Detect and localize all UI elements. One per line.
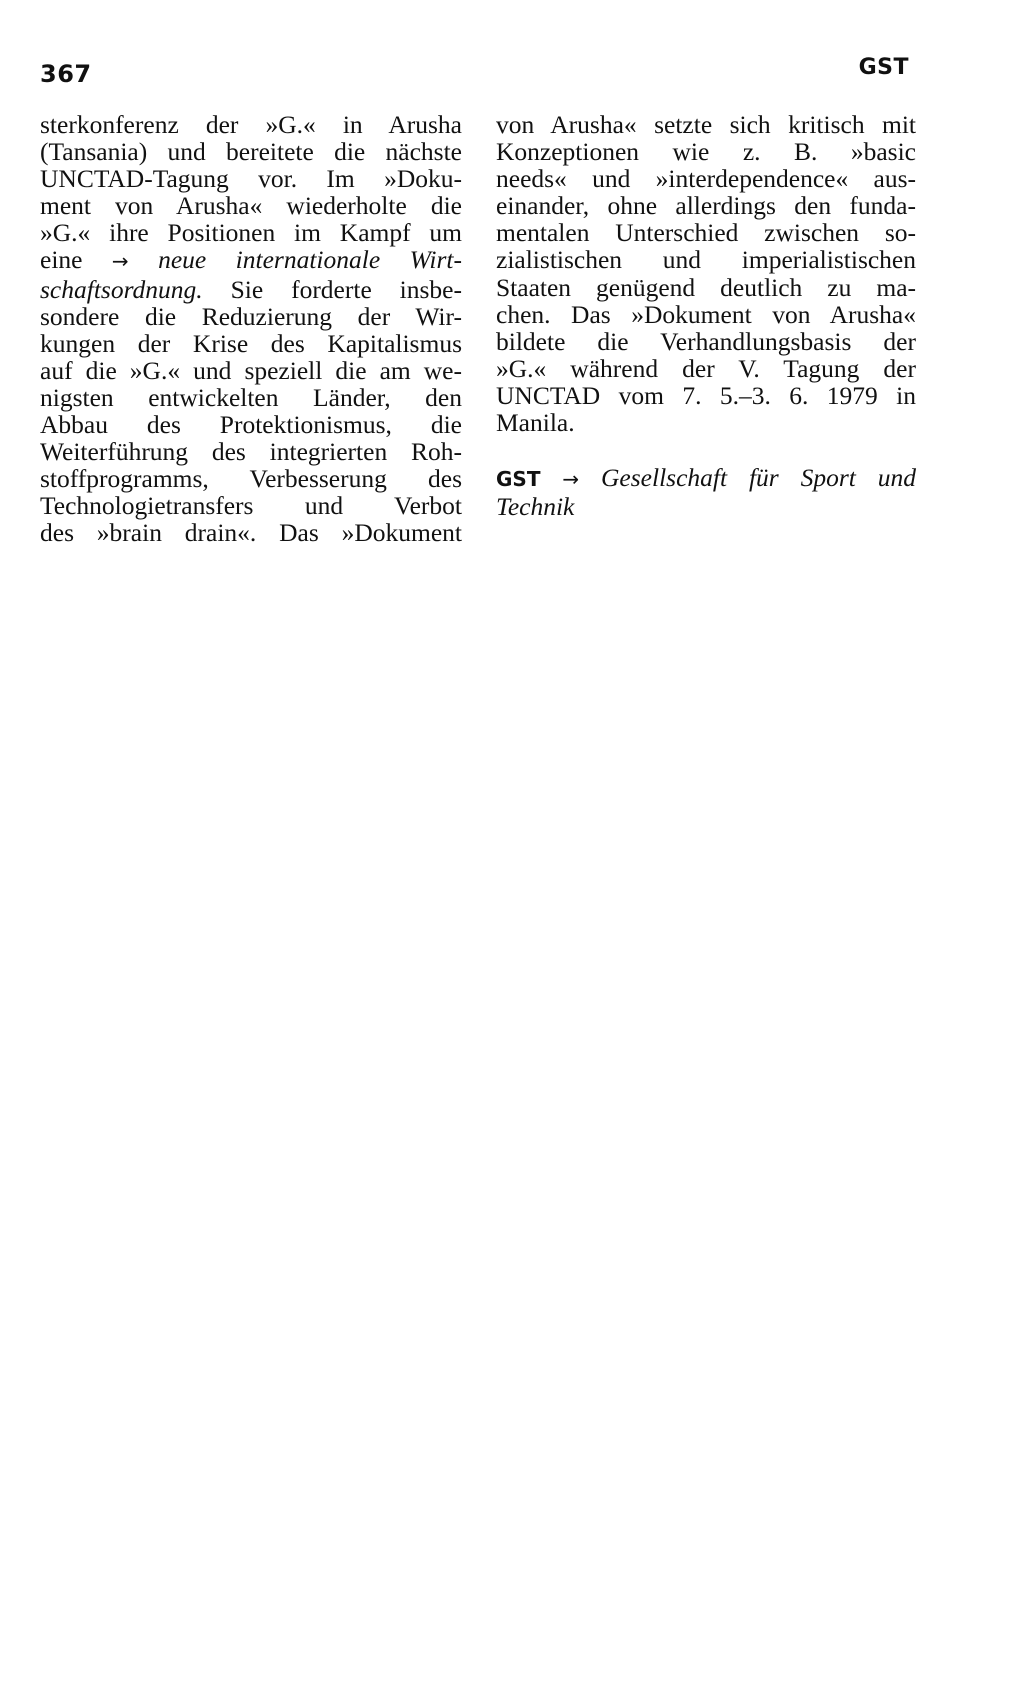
text-line [40,276,462,303]
text-line: Technologietransfers und Verbot [40,491,462,521]
text-line: (Tansania) und bereitete die nächste [40,137,462,167]
text-line: UNCTAD vom 7. 5.–3. 6. 1979 in [496,380,916,410]
left-column [40,111,462,547]
text-line: Staaten genügend deutlich zu ma- [496,272,916,302]
right-column [496,111,916,520]
text-line: des »brain drain«. Das »Dokument [40,518,462,548]
text-line: sondere die Reduzierung der Wir- [40,301,462,331]
cross-reference-link-continued[interactable]: Technik [496,492,575,522]
cross-reference-arrow-icon: → [562,467,580,492]
text-line: kungen der Krise des Kapitalismus [40,328,462,358]
text-fragment: Sie forderte insbe- [202,274,462,304]
entry-line [496,464,916,493]
text-line: chen. Das »Dokument von Arusha« [496,299,916,329]
page-number: 367 [40,60,92,88]
cross-reference-arrow-icon: → [111,249,129,274]
text-line: auf die »G.« und speziell die am we- [40,355,462,385]
cross-reference-term-continued: schaftsordnung. [40,274,203,304]
text-line: bildete die Verhandlungsbasis der [496,326,916,356]
text-line: »G.« während der V. Tagung der [496,353,916,383]
cross-reference-term: neue internationale Wirt- [128,245,462,275]
text-fragment: eine [40,245,112,275]
text-line: ment von Arusha« wiederholte die [40,191,462,221]
text-line: Abbau des Protektionismus, die [40,410,462,440]
text-line: Weiterführung des integrierten Roh- [40,437,462,467]
text-line: nigsten entwickelten Länder, den [40,382,462,412]
text-line: zialistischen und imperialistischen [496,245,916,275]
entry-headword: GST [496,467,541,492]
text-line: sterkonferenz der »G.« in Arusha [40,110,462,139]
text-line: Konzeptionen wie z. B. »basic [496,137,916,167]
text-line: needs« und »interdependence« aus- [496,164,916,194]
text-line: »G.« ihre Positionen im Kampf um [40,218,462,248]
text-line: von Arusha« setzte sich kritisch mit [496,110,916,139]
text-line: stoffprogramms, Verbesserung des [40,464,462,494]
text-line: UNCTAD-Tagung vor. Im »Doku- [40,164,462,194]
text-line: mentalen Unterschied zwischen so- [496,218,916,248]
text-line [40,246,462,275]
text-line: einander, ohne allerdings den funda- [496,191,916,221]
dictionary-entry-gst [496,464,916,520]
cross-reference-link[interactable]: Gesellschaft für Sport und [579,463,916,493]
entry-line [496,493,916,520]
text-line: Manila. [496,408,575,438]
running-title: GST [858,55,909,80]
